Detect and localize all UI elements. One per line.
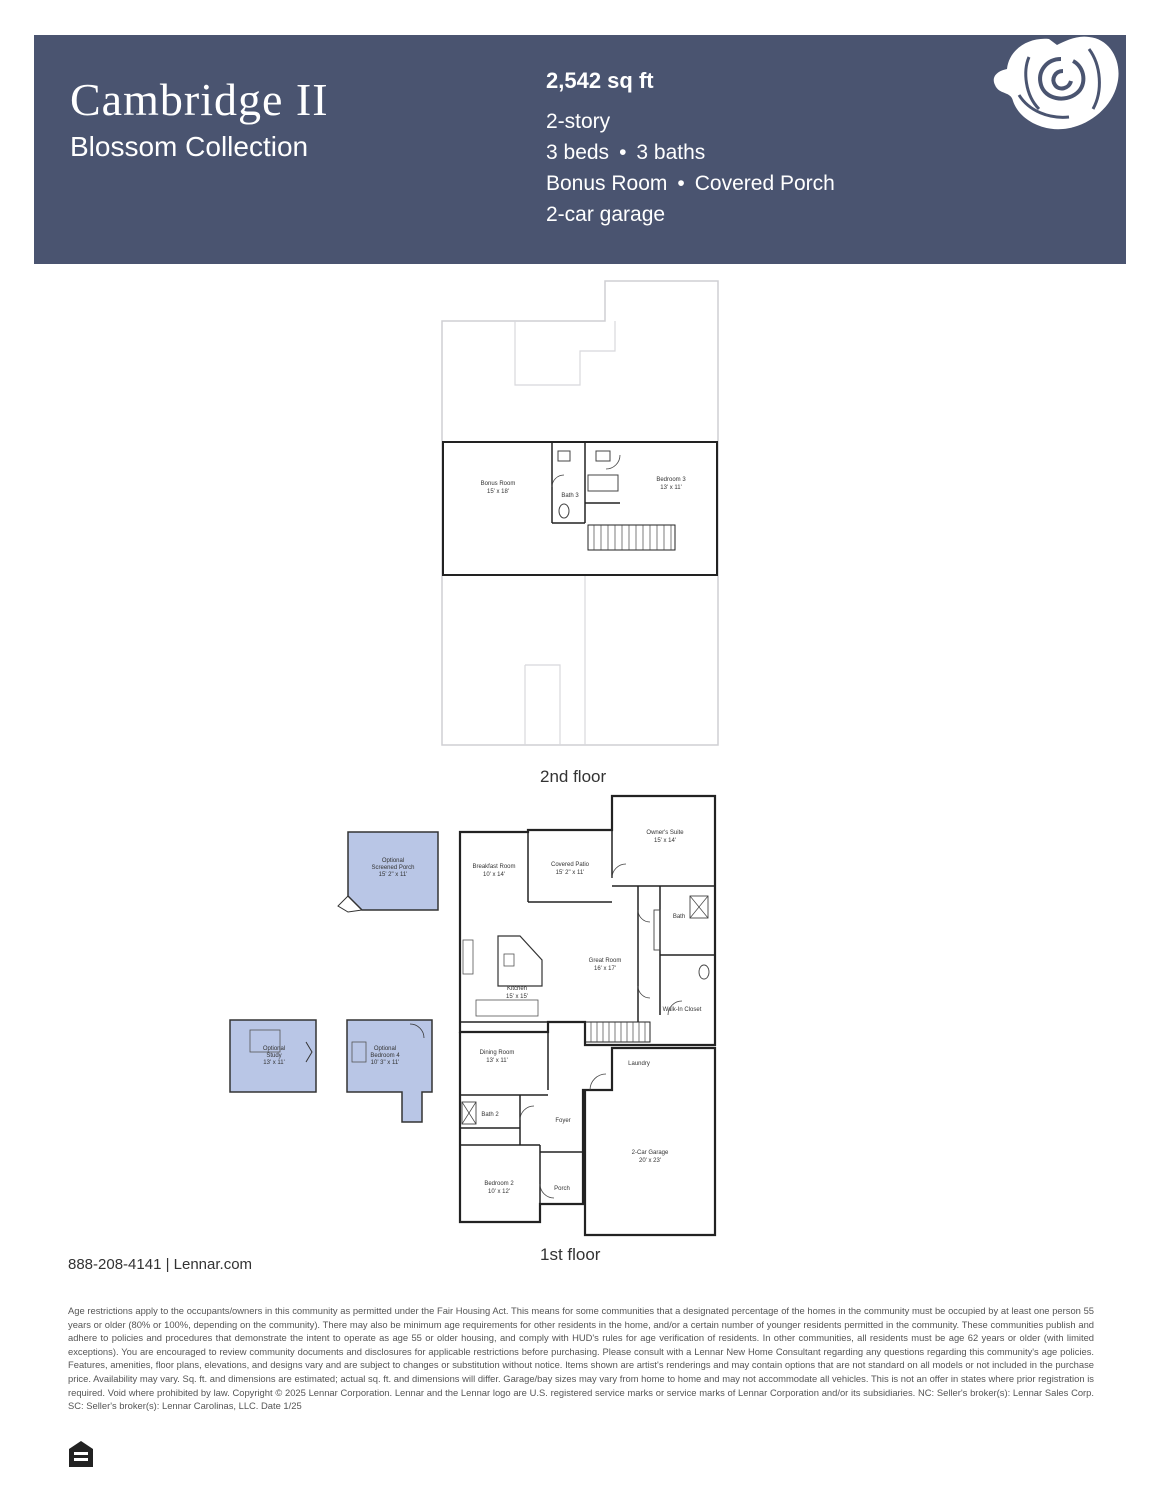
room-foyer: Foyer	[555, 1118, 571, 1124]
room-bed4-line1: Optional	[373, 1046, 397, 1052]
spec-stories: 2-story	[546, 110, 611, 133]
room-great-dim: 16' x 17'	[594, 966, 616, 972]
spec-bonus: Bonus Room	[546, 172, 668, 195]
spec-baths: 3 baths	[636, 141, 706, 164]
room-study-line1: Optional	[262, 1046, 286, 1052]
header-banner	[34, 35, 1126, 264]
room-bath3: Bath 3	[561, 493, 579, 499]
spec-separator: •	[619, 141, 627, 164]
room-bonus-name: Bonus Room	[480, 481, 516, 487]
room-bath2: Bath 2	[481, 1112, 499, 1118]
plan-collection: Blossom Collection	[70, 131, 309, 162]
spec-features	[546, 172, 835, 196]
room-screened-line1: Optional	[381, 858, 405, 864]
room-great-name: Great Room	[588, 958, 622, 964]
room-bed2-dim: 10' x 12'	[488, 1189, 510, 1195]
room-porch: Porch	[554, 1186, 570, 1192]
room-garage-dim: 20' x 23'	[639, 1158, 661, 1164]
spec-sqft: 2,542 sq ft	[546, 68, 654, 93]
plan-title: Cambridge II	[70, 74, 329, 125]
room-laundry: Laundry	[628, 1061, 650, 1067]
first-floor-label: 1st floor	[540, 1245, 601, 1264]
room-owner-name: Owner's Suite	[646, 830, 684, 836]
room-dining-dim: 13' x 11'	[486, 1058, 508, 1064]
room-patio-dim: 15' 2" x 11'	[555, 870, 585, 876]
spec-beds: 3 beds	[546, 141, 610, 164]
second-floor-label: 2nd floor	[540, 767, 607, 786]
spec-beds-baths	[546, 141, 835, 165]
room-breakfast-name: Breakfast Room	[472, 864, 516, 870]
room-screened-dim: 15' 2" x 11'	[378, 872, 408, 878]
room-study-line2: Study	[266, 1053, 282, 1059]
first-floor-plan	[220, 790, 730, 1240]
room-study-dim: 13' x 11'	[263, 1060, 285, 1066]
second-floor-plan	[430, 275, 730, 755]
room-kitchen-name: Kitchen	[506, 986, 528, 992]
contact-info: 888-208-4141 | Lennar.com	[68, 1256, 253, 1273]
plan-specs	[546, 68, 835, 234]
room-walkin-closet: Walk-In Closet	[662, 1007, 702, 1013]
room-bed2-name: Bedroom 2	[484, 1181, 514, 1187]
room-kitchen-dim: 15' x 15'	[506, 994, 528, 1000]
spec-porch: Covered Porch	[694, 172, 835, 195]
room-breakfast-dim: 10' x 14'	[483, 872, 505, 878]
room-bed4-dim: 10' 3" x 11'	[370, 1060, 400, 1066]
spec-garage: 2-car garage	[546, 203, 666, 226]
rose-logo-icon	[989, 35, 1129, 135]
spec-separator: •	[677, 172, 685, 195]
room-bed4-line2: Bedroom 4	[370, 1053, 400, 1059]
room-bonus-dim: 15' x 18'	[487, 489, 509, 495]
room-owner-bath: Bath	[672, 914, 686, 920]
equal-housing-icon	[68, 1440, 94, 1468]
room-bed3-dim: 13' x 11'	[660, 485, 682, 491]
room-bed3-name: Bedroom 3	[656, 477, 686, 483]
room-owner-dim: 15' x 14'	[654, 838, 676, 844]
room-patio-name: Covered Patio	[550, 862, 590, 868]
room-screened-line2: Screened Porch	[371, 865, 415, 871]
room-dining-name: Dining Room	[479, 1050, 515, 1056]
room-garage-name: 2-Car Garage	[631, 1150, 669, 1156]
legal-disclaimer: Age restrictions apply to the occupants/owners in this community as permitted under the Fair Housing Act. This means for some communities that a designated percentage of the homes in the community must be occupied by at least one person 55 years or older (80% or 100%, depending on the community). There may also be minimum age requirements for other residents in the home, and/or a certain number of younger residents permitted in the community. These communities publish and adhere to policies and procedures that demonstrate the intent to operate as age 55 or older housing, and comply with HUD's rules for age verification of residents. In other communities, all residents must be age 62 years or older (with limited exceptions). You are encouraged to review community documents and disclosures for applicable restrictions before purchasing. Please consult with a Lennar New Home Consultant regarding any questions regarding this community's age policies. Features, amenities, floor plans, elevations, and designs vary and are subject to changes or substitution without notice. Items shown are artist's renderings and may contain options that are not standard on all models or not included in the purchase price. Availability may vary. Sq. ft. and dimensions are estimated; actual sq. ft. and dimensions will differ. Garage/bay sizes may vary from home to home and may not accommodate all vehicles. This is not an offer in states where prior registration is required. Void where prohibited by law. Copyright © 2025 Lennar Corporation. Lennar and the Lennar logo are U.S. registered service marks or service marks of Lennar Corporation and/or its subsidiaries. NC: Seller's broker(s): Lennar Sales Corp. SC: Seller's broker(s): Lennar Carolinas, LLC. Date 1/25	[68, 1305, 1094, 1412]
